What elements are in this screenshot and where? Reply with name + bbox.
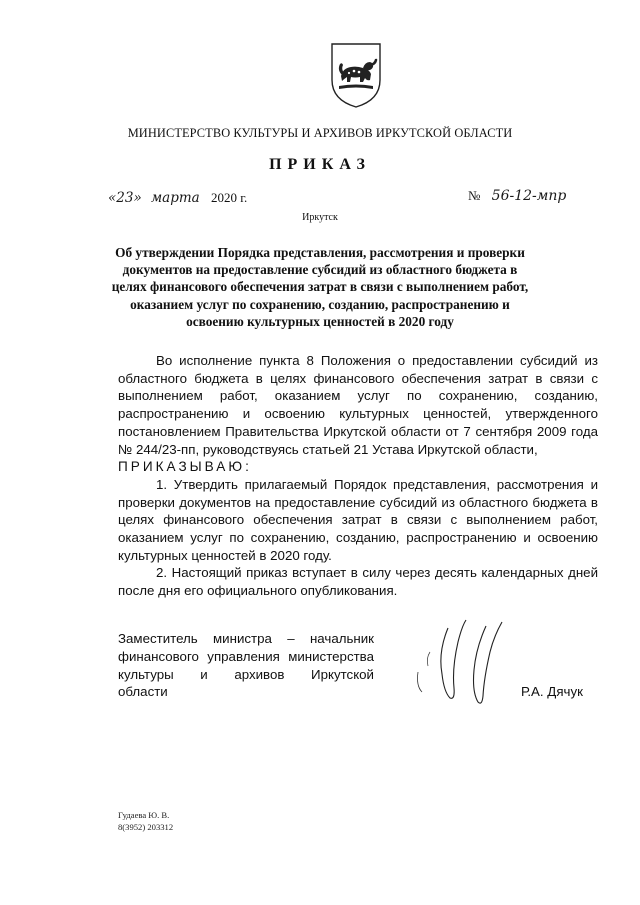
date-year: 2020 г. (210, 190, 248, 205)
order-title: ПРИКАЗ (269, 156, 371, 173)
order-item-1: 1. Утвердить прилагаемый Порядок представления, рассмотрения и проверки документов на предоставление субсидий из областного бюджета в целях финансового обеспечения затрат в связи с выполнением работ, оказанием услуг по сохранению, созданию, распространению и освоению культурных ценностей в 2020 году. (118, 476, 598, 563)
executor-phone: 8(3952) 203312 (118, 822, 174, 832)
date-month: марта (150, 190, 200, 206)
signer-title-line: культуры и архивов Иркутской (118, 666, 374, 682)
signer-title-line: финансового управления министерства (118, 648, 374, 664)
date-day: «23» (108, 190, 142, 206)
signer-title-line: Заместитель министра – начальник (118, 631, 374, 646)
document-body (118, 352, 598, 600)
document-subject: Об утверждении Порядка представления, рассмотрения и проверки документов на предоставление субсидий из областного бюджета в целях финансового обеспечения затрат в связи с выполнением работ, оказанием услуг по сохранению, созданию, распространению и освоению культурных ценностей в 2020 году (111, 245, 529, 329)
signer-name: Р.А. Дячук (521, 684, 583, 699)
coat-of-arms-icon (329, 40, 383, 110)
executor-info (118, 809, 173, 833)
city-name: Иркутск (302, 212, 338, 223)
number-prefix: № (468, 188, 481, 203)
handwritten-signature (408, 612, 518, 712)
ministry-name: МИНИСТЕРСТВО КУЛЬТУРЫ И АРХИВОВ ИРКУТСКОЙ ОБЛАСТИ (127, 126, 513, 140)
preamble-paragraph: Во исполнение пункта 8 Положения о предоставлении субсидий из областного бюджета в целях финансового обеспечения затрат в связи с выполнением работ, оказанием услуг по сохранению, созданию, распространению и освоению культурных ценностей, утвержденного постановлением Правительства Иркутской области от 7 сентября 2009 года № 244/23-пп, руководствуясь статьей 21 Устава Иркутской области, (118, 353, 598, 457)
executor-name: Гудаева Ю. В. (118, 810, 170, 820)
order-word: ПРИКАЗЫВАЮ: (118, 459, 252, 475)
signer-title-line: области (118, 684, 168, 700)
signer-title (118, 630, 374, 701)
number-value: 56-12-мпр (491, 188, 567, 204)
order-number (468, 188, 566, 204)
order-date (108, 190, 247, 206)
order-item-2: 2. Настоящий приказ вступает в силу через десять календарных дней после дня его официального опубликования. (118, 565, 598, 599)
